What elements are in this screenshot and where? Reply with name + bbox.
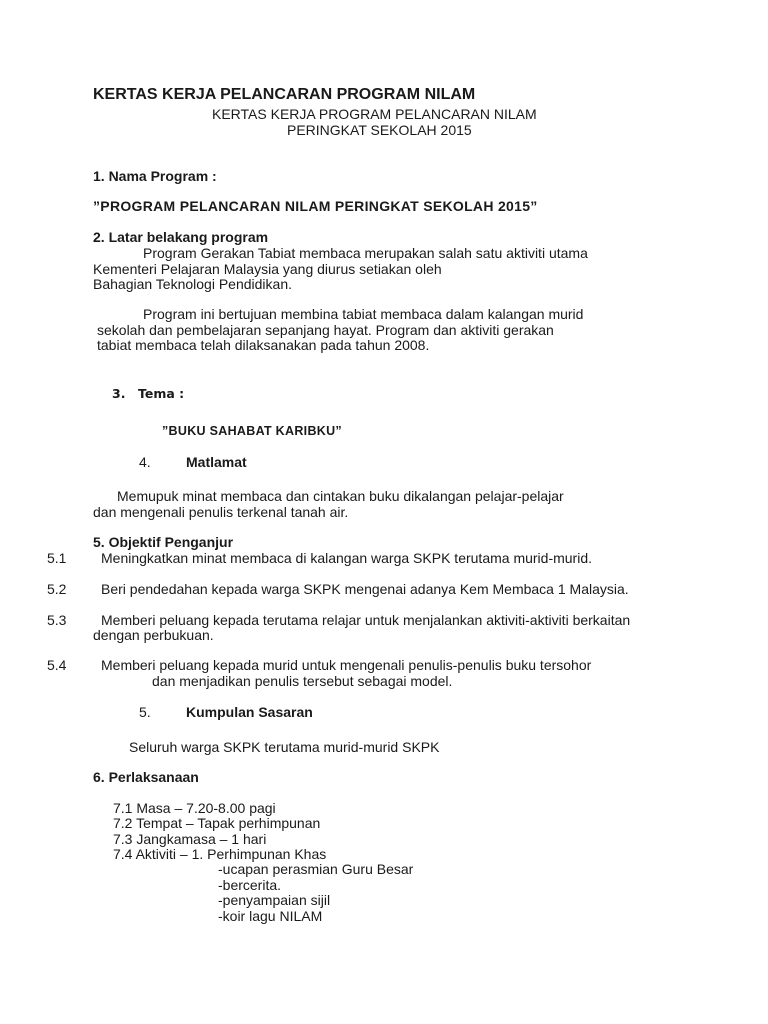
target-group-text: Seluruh warga SKPK terutama murid-murid SKPK — [129, 739, 440, 755]
implementation-line: 7.3 Jangkamasa – 1 hari — [113, 831, 267, 847]
background-para1-line2: Kementeri Pelajaran Malaysia yang diurus setiakan oleh — [93, 261, 442, 277]
implementation-line: 7.1 Masa – 7.20-8.00 pagi — [113, 800, 276, 816]
background-para2-line1: Program ini bertujuan membina tabiat membaca dalam kalangan murid — [143, 306, 584, 322]
section-3-number: 3. — [112, 386, 126, 401]
objective-text: dengan perbukuan. — [93, 627, 214, 643]
objective-number: 5.1 — [47, 550, 67, 566]
activity-item: -koir lagu NILAM — [218, 908, 323, 924]
section-6-heading: 6. Perlaksanaan — [93, 769, 199, 785]
activity-item: -ucapan perasmian Guru Besar — [218, 861, 414, 877]
target-group-number: 5. — [139, 704, 151, 720]
objective-text: Meningkatkan minat membaca di kalangan warga SKPK terutama murid-murid. — [101, 550, 593, 566]
background-para1-line3: Bahagian Teknologi Pendidikan. — [93, 276, 293, 292]
objective-text: Memberi peluang kepada terutama relajar untuk menjalankan aktiviti-aktiviti berkaitan — [101, 612, 631, 628]
implementation-line: 7.4 Aktiviti – 1. Perhimpunan Khas — [113, 846, 327, 862]
objective-text: dan menjadikan penulis tersebut sebagai model. — [152, 673, 453, 689]
section-1-heading: 1. Nama Program : — [93, 168, 217, 184]
implementation-line: 7.2 Tempat – Tapak perhimpunan — [113, 815, 321, 831]
background-para1-line1: Program Gerakan Tabiat membaca merupakan salah satu aktiviti utama — [143, 245, 588, 261]
activity-item: -bercerita. — [218, 877, 282, 893]
section-2-heading: 2. Latar belakang program — [93, 229, 269, 245]
document-title: KERTAS KERJA PELANCARAN PROGRAM NILAM — [93, 86, 476, 103]
subtitle-line-1: KERTAS KERJA PROGRAM PELANCARAN NILAM — [212, 106, 537, 122]
theme-text: ”BUKU SAHABAT KARIBKU” — [162, 424, 342, 438]
target-group-heading: Kumpulan Sasaran — [186, 704, 313, 720]
activity-item: -penyampaian sijil — [218, 892, 331, 908]
subtitle-line-2: PERINGKAT SEKOLAH 2015 — [287, 122, 472, 138]
objective-number: 5.3 — [47, 612, 67, 628]
program-name: ”PROGRAM PELANCARAN NILAM PERINGKAT SEKOLAH 2015” — [93, 198, 538, 214]
background-para2-line3: tabiat membaca telah dilaksanakan pada tahun 2008. — [97, 337, 430, 353]
objective-text: Beri pendedahan kepada warga SKPK mengenai adanya Kem Membaca 1 Malaysia. — [101, 581, 629, 597]
background-para2-line2: sekolah dan pembelajaran sepanjang hayat. Program dan aktiviti gerakan — [97, 322, 554, 338]
objective-text: Memberi peluang kepada murid untuk mengenali penulis-penulis buku tersohor — [101, 657, 592, 673]
goal-line-2: dan mengenali penulis terkenal tanah air. — [93, 504, 349, 520]
section-4-heading: Matlamat — [186, 454, 247, 470]
section-4-number: 4. — [139, 454, 151, 470]
objective-number: 5.4 — [47, 657, 67, 673]
objective-number: 5.2 — [47, 581, 67, 597]
section-3-heading: Tema : — [138, 386, 185, 401]
goal-line-1: Memupuk minat membaca dan cintakan buku dikalangan pelajar-pelajar — [117, 488, 564, 504]
section-5-heading: 5. Objektif Penganjur — [93, 534, 234, 550]
